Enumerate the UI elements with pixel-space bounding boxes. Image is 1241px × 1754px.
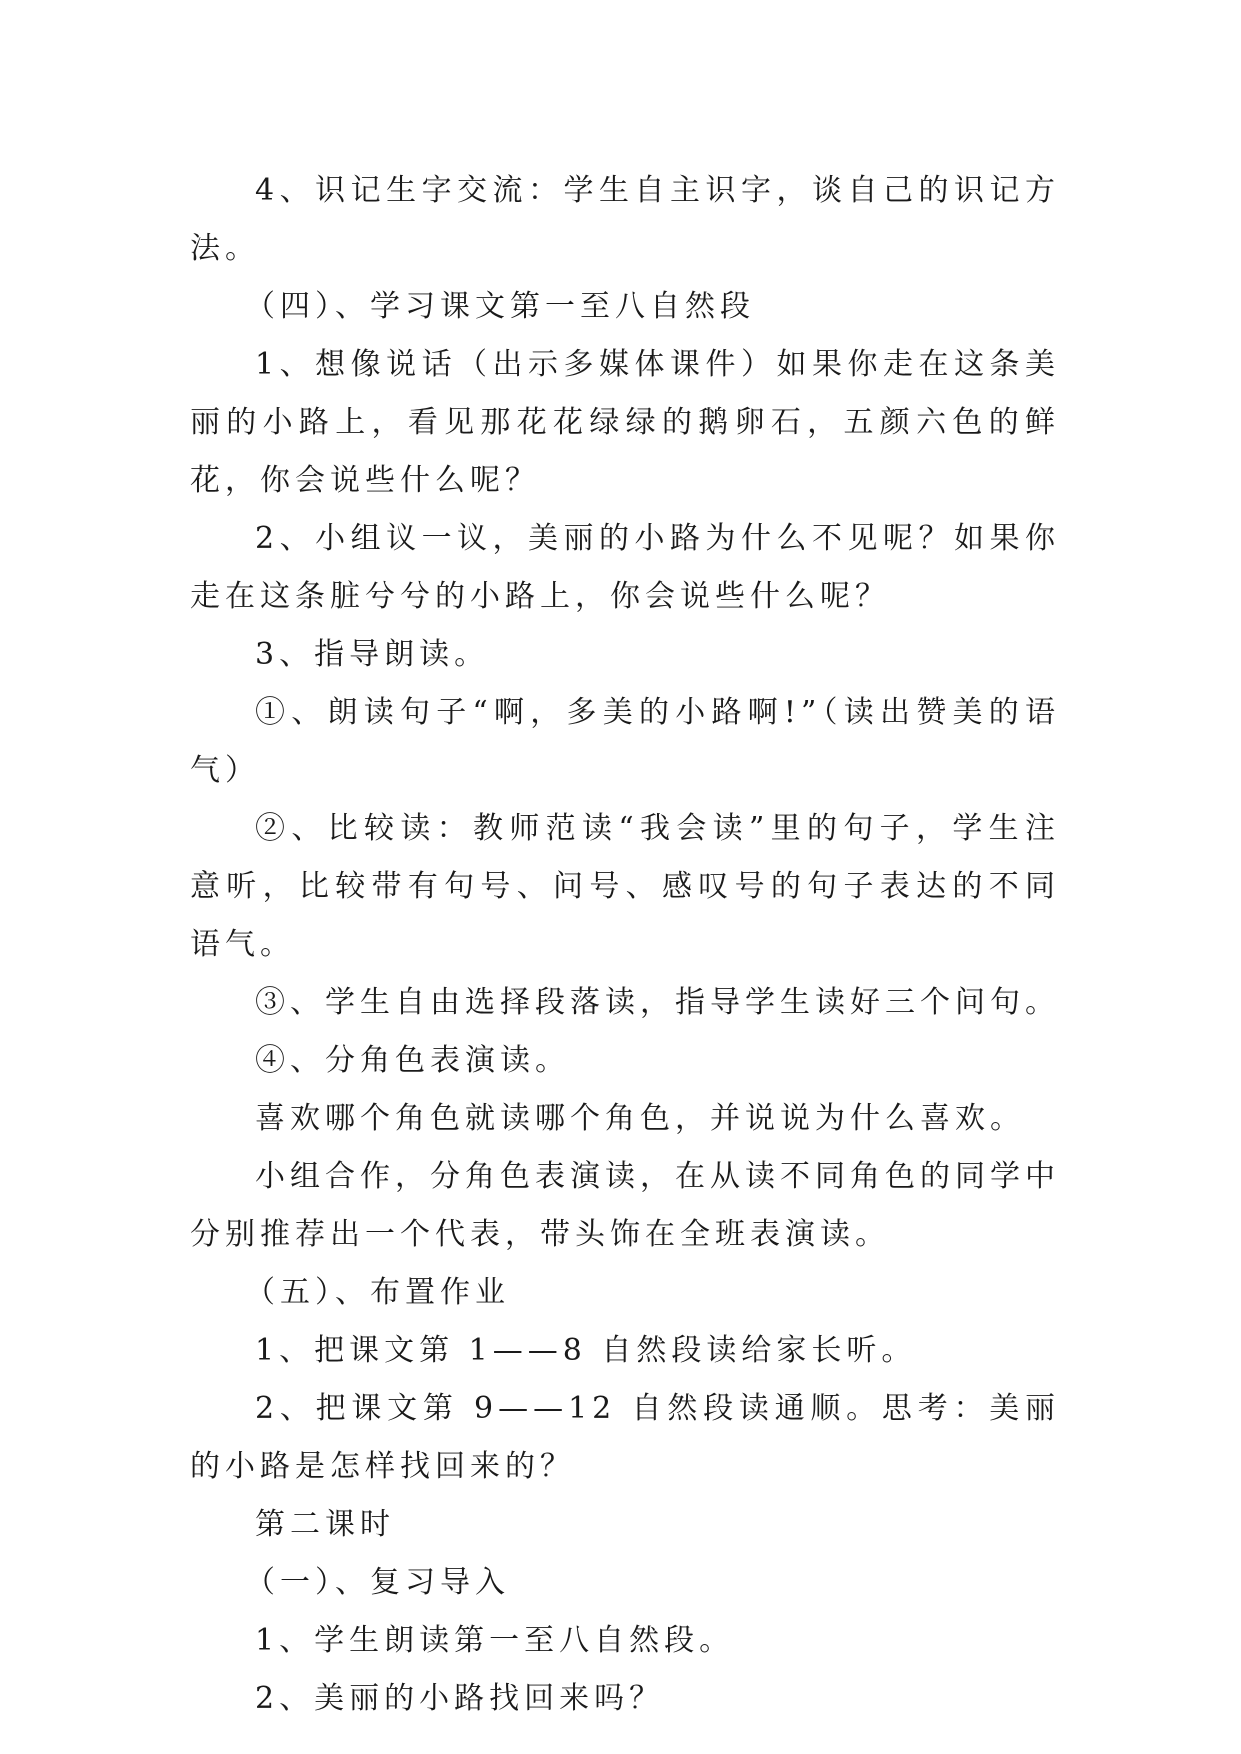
paragraph-guided-reading: 3、指导朗读。 xyxy=(255,637,490,672)
paragraph-review-2: 2、美丽的小路找回来吗？ xyxy=(255,1681,665,1716)
paragraph-step-4-literacy: 4、识记生字交流：学生自主识字，谈自己的识记方法。 xyxy=(190,173,1060,266)
paragraph-reading-item-4: ④、分角色表演读。 xyxy=(255,1043,570,1078)
paragraph-reading-item-2: ②、比较读：教师范读“我会读”里的句子，学生注意听，比较带有句号、问号、感叹号的句子表达的不同语气。 xyxy=(190,811,1060,962)
document-body xyxy=(190,162,1060,1728)
paragraph-imagine-speaking: 1、想像说话（出示多媒体课件）如果你走在这条美丽的小路上，看见那花花绿绿的鹅卵石，五颜六色的鲜花，你会说些什么呢？ xyxy=(190,347,1060,498)
heading-section-4: （四）、学习课文第一至八自然段 xyxy=(245,289,755,324)
paragraph-reading-item-3: ③、学生自由选择段落读，指导学生读好三个问句。 xyxy=(255,985,1060,1020)
heading-review-intro: （一）、复习导入 xyxy=(245,1565,510,1600)
paragraph-homework-2: 2、把课文第 9——12 自然段读通顺。思考：美丽的小路是怎样找回来的？ xyxy=(190,1391,1060,1484)
paragraph-choose-role: 喜欢哪个角色就读哪个角色，并说说为什么喜欢。 xyxy=(255,1101,1025,1136)
paragraph-homework-1: 1、把课文第 1——8 自然段读给家长听。 xyxy=(255,1333,917,1368)
paragraph-group-discussion: 2、小组议一议，美丽的小路为什么不见呢？如果你走在这条脏兮兮的小路上，你会说些什么呢？ xyxy=(190,521,1060,614)
heading-second-lesson: 第二课时 xyxy=(255,1507,395,1542)
heading-section-5: （五）、布置作业 xyxy=(245,1275,510,1310)
paragraph-review-1: 1、学生朗读第一至八自然段。 xyxy=(255,1623,735,1658)
paragraph-group-cooperation: 小组合作，分角色表演读，在从读不同角色的同学中分别推荐出一个代表，带头饰在全班表演读。 xyxy=(190,1159,1060,1252)
paragraph-reading-item-1: ①、朗读句子“啊，多美的小路啊!”（读出赞美的语气） xyxy=(190,695,1060,788)
